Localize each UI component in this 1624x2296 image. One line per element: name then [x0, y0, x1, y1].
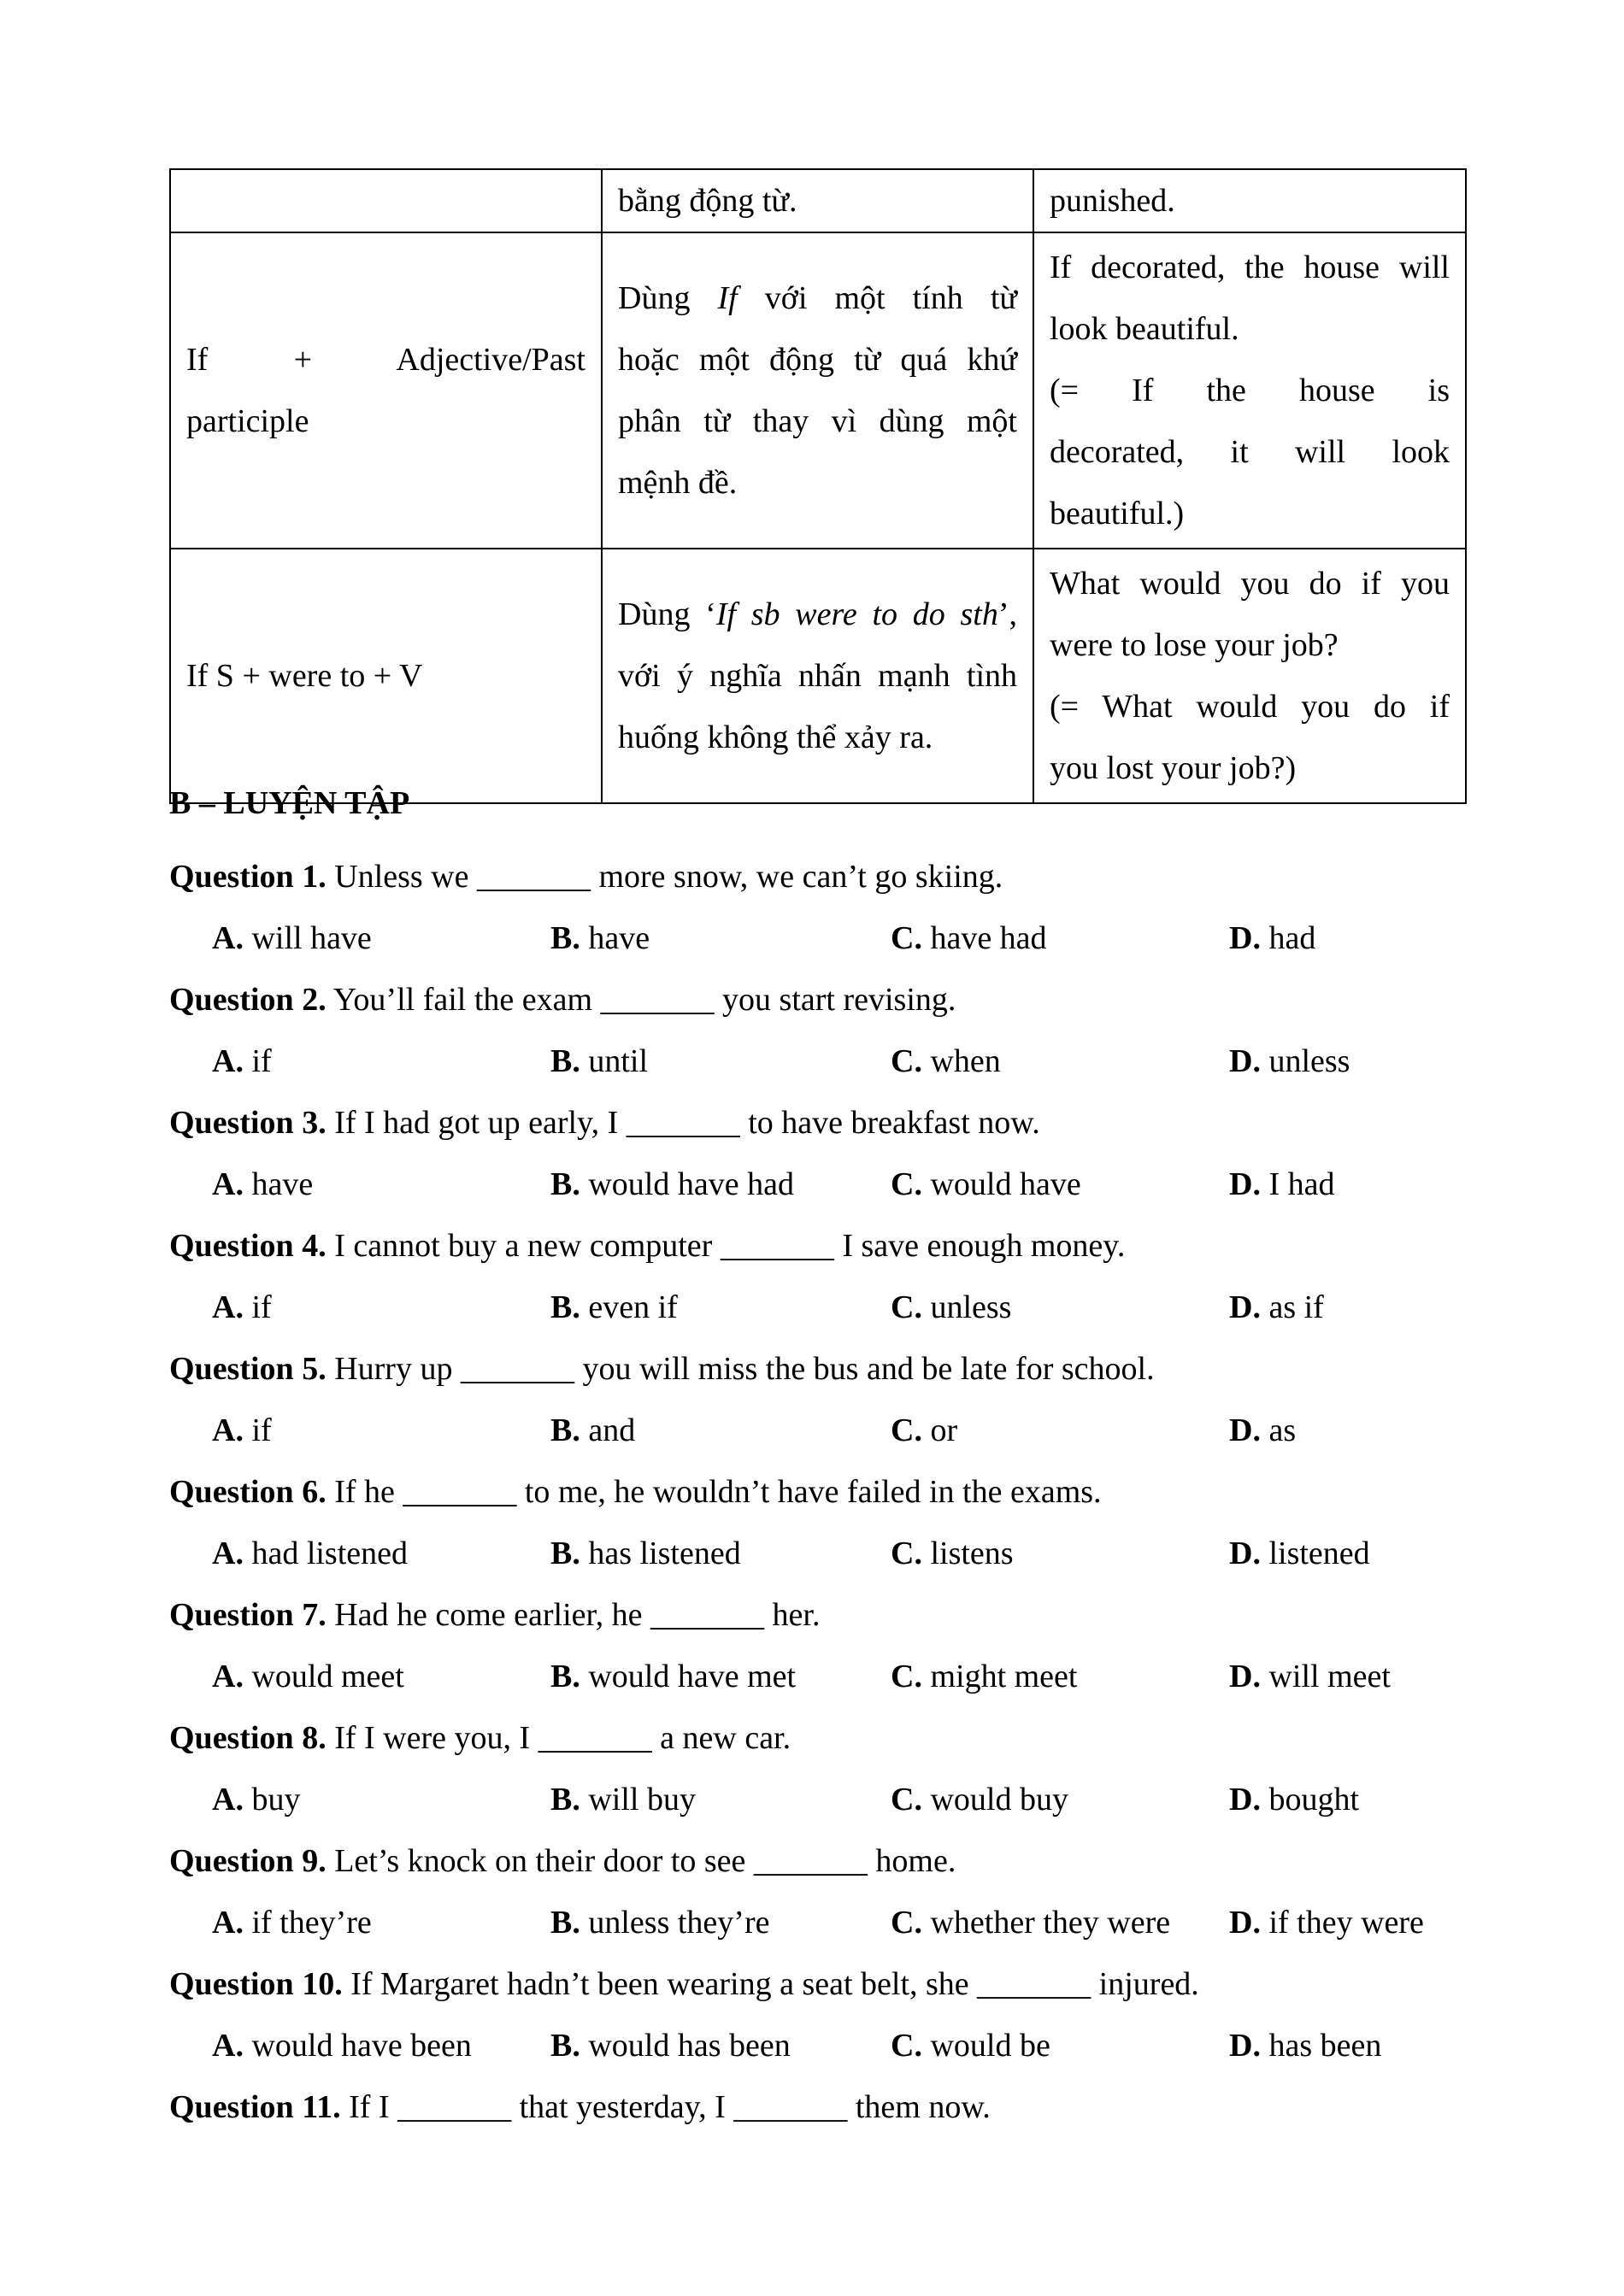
cell-text: If S + were to + V: [186, 658, 423, 694]
option-letter: C.: [891, 1166, 922, 1202]
table-cell-structure: [170, 232, 602, 549]
option-text: until: [588, 1043, 649, 1079]
option-letter: C.: [891, 1412, 922, 1448]
answer-option-d[interactable]: [1229, 1154, 1334, 1215]
option-text: would have been: [251, 2028, 472, 2064]
option-text: if they’re: [251, 1905, 372, 1941]
answer-option-a[interactable]: [212, 1523, 408, 1584]
question-text: Hurry up _______ you will miss the bus and be late for school.: [326, 1351, 1155, 1387]
answer-options: [169, 1523, 1465, 1584]
question-label: Question 11.: [169, 2089, 341, 2125]
question-stem: [169, 1092, 1465, 1154]
answer-option-d[interactable]: [1229, 1400, 1296, 1461]
answer-option-d[interactable]: [1229, 1523, 1370, 1584]
answer-option-d[interactable]: [1229, 2015, 1381, 2076]
option-letter: B.: [550, 1659, 580, 1694]
question-text: If I _______ that yesterday, I _______ them now.: [340, 2089, 991, 2125]
answer-options: [169, 1769, 1465, 1830]
table-cell-usage: [602, 232, 1033, 549]
question-label: Question 1.: [169, 859, 327, 895]
option-text: would have: [930, 1166, 1081, 1202]
table-cell-usage: [602, 169, 1033, 232]
answer-options: [169, 1277, 1465, 1338]
answer-options: [169, 1646, 1465, 1707]
cell-text: beautiful.): [1050, 496, 1185, 531]
answer-option-a[interactable]: [212, 1400, 272, 1461]
option-letter: D.: [1229, 1043, 1261, 1079]
option-letter: C.: [891, 1905, 922, 1941]
option-letter: A.: [212, 1905, 244, 1941]
option-letter: B.: [550, 2028, 580, 2064]
option-letter: B.: [550, 1782, 580, 1817]
option-text: unless they’re: [588, 1905, 770, 1941]
option-text: had listened: [251, 1536, 409, 1571]
answer-option-b[interactable]: [550, 1400, 635, 1461]
option-letter: A.: [212, 920, 244, 956]
option-letter: B.: [550, 1412, 580, 1448]
option-text: would have had: [588, 1166, 794, 1202]
question-stem: [169, 1953, 1465, 2015]
answer-option-b[interactable]: [550, 2015, 791, 2076]
option-text: would be: [930, 2028, 1050, 2064]
option-text: unless: [930, 1289, 1012, 1325]
answer-option-c[interactable]: [891, 1769, 1068, 1830]
option-letter: A.: [212, 1166, 244, 1202]
answer-option-d[interactable]: [1229, 907, 1315, 969]
question-text: You’ll fail the exam _______ you start revising.: [326, 982, 956, 1018]
table-cell-example: [1033, 549, 1466, 803]
answer-option-d[interactable]: [1229, 1892, 1424, 1953]
option-letter: D.: [1229, 1782, 1261, 1817]
option-text: would have met: [588, 1659, 797, 1694]
question-list: [169, 846, 1465, 2138]
table-row: [170, 169, 1466, 232]
question-label: Question 6.: [169, 1474, 327, 1510]
answer-option-d[interactable]: [1229, 1769, 1359, 1830]
answer-option-b[interactable]: [550, 1769, 696, 1830]
answer-option-b[interactable]: [550, 907, 650, 969]
answer-option-a[interactable]: [212, 1646, 404, 1707]
answer-options: [169, 1154, 1465, 1215]
option-letter: D.: [1229, 1536, 1261, 1571]
cell-text: phân từ thay vì dùng một: [618, 403, 1017, 439]
question-text: If I were you, I _______ a new car.: [326, 1720, 791, 1756]
answer-options: [169, 2015, 1465, 2076]
question-label: Question 9.: [169, 1843, 327, 1879]
option-letter: D.: [1229, 1166, 1261, 1202]
answer-option-b[interactable]: [550, 1523, 741, 1584]
table-row: [170, 549, 1466, 803]
cell-text: you lost your job?): [1050, 750, 1297, 786]
answer-options: [169, 1400, 1465, 1461]
option-letter: A.: [212, 1782, 244, 1817]
question-label: Question 2.: [169, 982, 327, 1018]
question-stem: [169, 2076, 1465, 2138]
answer-option-a[interactable]: [212, 2015, 472, 2076]
answer-option-d[interactable]: [1229, 1031, 1350, 1092]
answer-option-c[interactable]: [891, 1646, 1077, 1707]
answer-option-a[interactable]: [212, 1277, 272, 1338]
option-text: even if: [588, 1289, 678, 1325]
option-text: as: [1268, 1412, 1297, 1448]
cell-text: mệnh đề.: [618, 465, 738, 501]
cell-text: Dùng ‘If sb were to do sth’,: [618, 596, 1017, 632]
option-text: would buy: [930, 1782, 1068, 1817]
option-text: when: [930, 1043, 1001, 1079]
answer-option-a[interactable]: [212, 1154, 313, 1215]
question-text: I cannot buy a new computer _______ I save enough money.: [326, 1228, 1126, 1264]
option-letter: B.: [550, 920, 580, 956]
question-stem: [169, 1584, 1465, 1646]
option-text: would has been: [588, 2028, 791, 2064]
answer-option-a[interactable]: [212, 1769, 300, 1830]
option-text: unless: [1268, 1043, 1350, 1079]
option-letter: C.: [891, 920, 922, 956]
option-text: whether they were: [930, 1905, 1171, 1941]
cell-text: (= What would you do if: [1050, 689, 1450, 725]
question-label: Question 4.: [169, 1228, 327, 1264]
option-text: has listened: [588, 1536, 741, 1571]
option-letter: B.: [550, 1043, 580, 1079]
question-text: Had he come earlier, he _______ her.: [326, 1597, 821, 1633]
question-text: Let’s knock on their door to see _______ home.: [326, 1843, 956, 1879]
option-letter: D.: [1229, 1412, 1261, 1448]
option-text: has been: [1268, 2028, 1382, 2064]
answer-option-b[interactable]: [550, 1646, 796, 1707]
question-text: If he _______ to me, he wouldn’t have failed in the exams.: [326, 1474, 1102, 1510]
question-label: Question 8.: [169, 1720, 327, 1756]
option-text: if: [251, 1289, 272, 1325]
answer-option-c[interactable]: [891, 1892, 1170, 1953]
cell-text: punished.: [1050, 183, 1175, 219]
answer-option-d[interactable]: [1229, 1277, 1324, 1338]
option-text: if they were: [1268, 1905, 1424, 1941]
answer-option-c[interactable]: [891, 1523, 1014, 1584]
table-cell-example: [1033, 169, 1466, 232]
option-text: have had: [930, 920, 1047, 956]
answer-option-a[interactable]: [212, 1892, 372, 1953]
option-letter: A.: [212, 1659, 244, 1694]
option-text: if: [251, 1043, 272, 1079]
answer-option-c[interactable]: [891, 907, 1047, 969]
table-cell-structure: [170, 549, 602, 803]
option-text: will buy: [588, 1782, 696, 1817]
cell-text: decorated, it will look: [1050, 434, 1450, 470]
cell-text: với ý nghĩa nhấn mạnh tình: [618, 658, 1017, 694]
answer-options: [169, 1031, 1465, 1092]
option-letter: B.: [550, 1166, 580, 1202]
option-letter: C.: [891, 1289, 922, 1325]
question-label: Question 7.: [169, 1597, 327, 1633]
option-text: I had: [1268, 1166, 1335, 1202]
answer-option-b[interactable]: [550, 1154, 794, 1215]
question-label: Question 3.: [169, 1105, 327, 1141]
option-letter: C.: [891, 1536, 922, 1571]
answer-option-c[interactable]: [891, 1031, 1001, 1092]
grammar-table: [169, 168, 1467, 804]
answer-option-a[interactable]: [212, 907, 372, 969]
cell-text: (= If the house is: [1050, 373, 1450, 408]
option-text: have: [588, 920, 650, 956]
answer-option-b[interactable]: [550, 1892, 769, 1953]
answer-options: [169, 1892, 1465, 1953]
option-letter: A.: [212, 1536, 244, 1571]
option-text: if: [251, 1412, 272, 1448]
option-text: as if: [1268, 1289, 1324, 1325]
question-stem: [169, 969, 1465, 1031]
option-letter: C.: [891, 1043, 922, 1079]
answer-option-a[interactable]: [212, 1031, 272, 1092]
question-text: If I had got up early, I _______ to have breakfast now.: [326, 1105, 1040, 1141]
table-row: [170, 232, 1466, 549]
option-text: listens: [930, 1536, 1014, 1571]
section-title: B – LUYỆN TẬP: [169, 785, 410, 821]
cell-text: If + Adjective/Past: [186, 342, 585, 378]
option-text: and: [588, 1412, 636, 1448]
question-text: Unless we _______ more snow, we can’t go skiing.: [326, 859, 1003, 895]
option-text: listened: [1268, 1536, 1370, 1571]
table-cell-usage: [602, 549, 1033, 803]
answer-option-b[interactable]: [550, 1031, 648, 1092]
table-cell-structure: [170, 169, 602, 232]
option-letter: C.: [891, 1659, 922, 1694]
question-stem: [169, 1830, 1465, 1892]
option-letter: D.: [1229, 1659, 1261, 1694]
option-letter: C.: [891, 2028, 922, 2064]
answer-option-c[interactable]: [891, 1400, 957, 1461]
option-letter: D.: [1229, 1905, 1261, 1941]
answer-options: [169, 907, 1465, 969]
cell-text: bằng động từ.: [618, 183, 797, 219]
cell-text: participle: [186, 403, 309, 439]
question-label: Question 10.: [169, 1966, 343, 2002]
cell-text: look beautiful.: [1050, 311, 1239, 347]
option-text: had: [1268, 920, 1316, 956]
option-letter: A.: [212, 2028, 244, 2064]
option-letter: A.: [212, 1289, 244, 1325]
answer-option-c[interactable]: [891, 1154, 1081, 1215]
table-cell-example: [1033, 232, 1466, 549]
option-letter: D.: [1229, 2028, 1261, 2064]
question-label: Question 5.: [169, 1351, 327, 1387]
option-text: will meet: [1268, 1659, 1391, 1694]
option-letter: D.: [1229, 1289, 1261, 1325]
question-stem: [169, 1215, 1465, 1277]
cell-text: huống không thể xảy ra.: [618, 719, 933, 755]
question-stem: [169, 1338, 1465, 1400]
cell-text: If decorated, the house will: [1050, 250, 1450, 285]
cell-text: Dùng If với một tính từ: [618, 280, 1017, 316]
question-text: If Margaret hadn’t been wearing a seat belt, she _______ injured.: [342, 1966, 1199, 2002]
option-text: or: [930, 1412, 958, 1448]
option-letter: C.: [891, 1782, 922, 1817]
option-text: bought: [1268, 1782, 1360, 1817]
cell-text: were to lose your job?: [1050, 627, 1339, 663]
option-letter: A.: [212, 1412, 244, 1448]
answer-option-b[interactable]: [550, 1277, 678, 1338]
option-text: will have: [251, 920, 372, 956]
question-stem: [169, 846, 1465, 907]
question-stem: [169, 1461, 1465, 1523]
option-letter: B.: [550, 1536, 580, 1571]
answer-option-c[interactable]: [891, 2015, 1050, 2076]
answer-option-d[interactable]: [1229, 1646, 1391, 1707]
option-text: might meet: [930, 1659, 1078, 1694]
option-letter: A.: [212, 1043, 244, 1079]
option-letter: D.: [1229, 920, 1261, 956]
option-letter: B.: [550, 1905, 580, 1941]
question-stem: [169, 1707, 1465, 1769]
option-text: would meet: [251, 1659, 404, 1694]
option-letter: B.: [550, 1289, 580, 1325]
option-text: have: [251, 1166, 314, 1202]
cell-text: What would you do if you: [1050, 566, 1450, 602]
option-text: buy: [251, 1782, 301, 1817]
answer-option-c[interactable]: [891, 1277, 1011, 1338]
cell-text: hoặc một động từ quá khứ: [618, 342, 1017, 378]
